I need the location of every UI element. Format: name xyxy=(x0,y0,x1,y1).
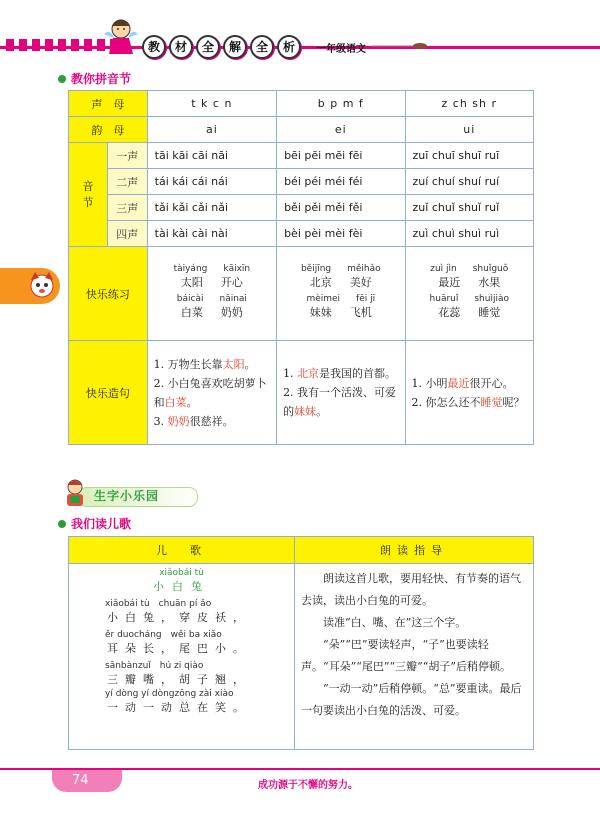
word-pinyin: mèimei xyxy=(306,293,341,304)
syllable-cell: zuì chuì shuì ruì xyxy=(405,221,533,247)
grade-label: 一年级语文 xyxy=(316,44,366,55)
line-hanzi: 小白兔，穿皮袄， xyxy=(107,611,251,624)
word-hanzi: 开心 xyxy=(220,275,243,289)
syllable-cell: béi péi méi féi xyxy=(277,169,405,195)
line-hanzi: 一动一动总在笑。 xyxy=(107,701,251,714)
word-pinyin: kāixīn xyxy=(223,263,251,274)
practice-cell xyxy=(405,247,533,341)
guide-paragraph: “一动一动”后稍停顿。“总”要重读。最后一句要读出小白兔的活泼、可爱。 xyxy=(301,682,522,717)
highlight-word: 太阳 xyxy=(222,357,245,371)
word-hanzi: 白菜 xyxy=(180,305,203,319)
footer-motto: 成功源于不懈的努力。 xyxy=(258,780,358,791)
sentence-text: 3. xyxy=(153,414,168,428)
pen-icon xyxy=(372,42,428,50)
banner-title: 生字小乐园 xyxy=(94,489,160,503)
yunmu-cell: ei xyxy=(277,117,405,143)
yunmu-label: 韵 母 xyxy=(69,117,148,143)
practice-cell xyxy=(277,247,405,341)
sentence-text: 。 xyxy=(316,405,328,418)
guide-cell xyxy=(295,564,534,750)
yunmu-cell: ai xyxy=(147,117,276,143)
table-row xyxy=(69,564,534,750)
sentence-text: 1. 小明 xyxy=(411,376,448,390)
shengmu-cell: b p m f xyxy=(277,91,405,117)
title-char: 教 xyxy=(142,35,166,59)
word-pinyin: nǎinai xyxy=(219,293,247,304)
bullet-icon xyxy=(58,520,66,528)
poem-title: 小白兔 xyxy=(153,580,211,593)
word-hanzi: 睡觉 xyxy=(478,305,501,319)
tone-label: 三声 xyxy=(107,195,147,221)
word-hanzi: 最近 xyxy=(438,275,461,289)
poem-cell xyxy=(69,564,295,750)
child-reading-icon xyxy=(60,478,90,508)
line-hanzi: 耳朵长，尾巴小。 xyxy=(107,642,251,655)
section-title: 我们读儿歌 xyxy=(71,517,132,531)
word-pinyin: tàiyáng xyxy=(173,263,208,274)
shengmu-cell: t k c n xyxy=(147,91,276,117)
cartoon-face-icon xyxy=(28,270,56,300)
word-pinyin: běijīng xyxy=(300,263,332,274)
sentence-cell xyxy=(147,341,276,445)
sentence-text: 2. 小白兔喜欢吃胡萝卜和 xyxy=(153,376,267,409)
section-heading-pinyin xyxy=(58,70,131,87)
title-char: 全 xyxy=(196,35,220,59)
highlight-word: 妹妹 xyxy=(294,405,317,418)
word-pinyin: shuǐguǒ xyxy=(472,263,509,274)
section-heading-poem xyxy=(58,515,131,532)
syllable-cell: zuī chuī shuī ruī xyxy=(405,143,533,169)
sentence-text: 2. 你怎么还不 xyxy=(411,395,481,409)
syllable-cell: tài kài cài nài xyxy=(147,221,276,247)
tone-label: 四声 xyxy=(107,221,147,247)
table-row xyxy=(69,169,534,195)
syllable-cell: běi pěi měi fěi xyxy=(277,195,405,221)
table-row xyxy=(69,143,534,169)
highlight-word: 睡觉 xyxy=(480,395,503,409)
column-header: 朗读指导 xyxy=(295,537,534,564)
practice-cell xyxy=(147,247,276,341)
poem-title-pinyin: xiǎobái tù xyxy=(159,568,204,578)
practice-label: 快乐练习 xyxy=(69,247,148,341)
word-pinyin: shuìjiào xyxy=(474,293,509,304)
tone-label: 二声 xyxy=(107,169,147,195)
sentence-text: 1. 万物生长靠 xyxy=(153,357,223,371)
word-hanzi: 飞机 xyxy=(349,305,372,319)
sentence-text: 很慈祥。 xyxy=(189,414,234,428)
highlight-word: 奶奶 xyxy=(167,414,190,428)
syllable-cell: bèi pèi mèi fèi xyxy=(277,221,405,247)
sentence-cell xyxy=(277,341,405,445)
section-title: 教你拼音节 xyxy=(71,72,132,86)
word-pinyin: báicài xyxy=(176,293,204,304)
yunmu-cell: ui xyxy=(405,117,533,143)
word-hanzi: 北京 xyxy=(309,275,332,289)
page-number: 74 xyxy=(72,773,89,788)
shengmu-cell: z ch sh r xyxy=(405,91,533,117)
word-hanzi: 美好 xyxy=(349,275,372,289)
word-hanzi: 妹妹 xyxy=(309,305,332,319)
highlight-word: 白菜 xyxy=(164,395,187,409)
title-char: 全 xyxy=(250,35,274,59)
line-pinyin: ěr duocháng wěi ba xiǎo xyxy=(105,630,222,640)
line-pinyin: sānbànzuǐ hú zi qiào xyxy=(105,661,204,671)
guide-paragraph: 读准“白、嘴、在”这三个字。 xyxy=(323,616,467,629)
syllable-cell: tǎi kǎi cǎi nǎi xyxy=(147,195,276,221)
table-row xyxy=(69,117,534,143)
word-hanzi: 水果 xyxy=(478,275,501,289)
sentence-text: 呢？ xyxy=(502,395,525,409)
syllable-cell: tái kái cái nái xyxy=(147,169,276,195)
table-row xyxy=(69,341,534,445)
side-tab xyxy=(0,268,60,304)
guide-paragraph: “朵”“巴”要读轻声，“子”也要读轻声。“耳朵”“尾巴”“三瓣”“胡子”后稍停顿。 xyxy=(301,638,512,673)
table-row xyxy=(69,195,534,221)
sentence-text: 。 xyxy=(244,357,256,371)
pinyin-table xyxy=(68,90,534,445)
title-char: 解 xyxy=(223,35,247,59)
word-hanzi: 花蕊 xyxy=(438,305,461,319)
syllable-cell: zuǐ chuǐ shuǐ ruǐ xyxy=(405,195,533,221)
title-char: 析 xyxy=(277,35,301,59)
line-pinyin: xiǎobái tù chuān pí ǎo xyxy=(105,599,212,609)
syllable-cell: zuí chuí shuí ruí xyxy=(405,169,533,195)
sentence-text: 2. 我有一个活泼、可爱的 xyxy=(283,386,397,418)
title-char: 材 xyxy=(169,35,193,59)
shengmu-label: 声 母 xyxy=(69,91,148,117)
table-row xyxy=(69,91,534,117)
fairy-logo-icon xyxy=(100,14,142,56)
sentence-text: 1. xyxy=(283,367,298,380)
highlight-word: 最近 xyxy=(447,376,470,390)
word-pinyin: měihǎo xyxy=(347,263,381,274)
word-hanzi: 奶奶 xyxy=(220,305,243,319)
line-pinyin: yí dòng yí dòngzǒng zài xiào xyxy=(105,689,234,699)
word-pinyin: zuì jìn xyxy=(430,263,457,274)
sentence-label: 快乐造句 xyxy=(69,341,148,445)
sentence-cell xyxy=(405,341,533,445)
bullet-icon xyxy=(58,75,66,83)
table-row xyxy=(69,247,534,341)
column-header: 儿 歌 xyxy=(69,537,295,564)
word-pinyin: huāruǐ xyxy=(429,293,459,304)
sentence-text: 。 xyxy=(186,395,198,409)
yinjie-label: 音节 xyxy=(69,143,108,247)
sentence-text: 是我国的首都。 xyxy=(319,367,397,380)
tone-label: 一声 xyxy=(107,143,147,169)
guide-paragraph: 朗读这首儿歌，要用轻快、有节奏的语气去读，读出小白兔的可爱。 xyxy=(301,572,522,607)
highlight-word: 北京 xyxy=(297,367,320,380)
section-banner xyxy=(60,478,200,508)
word-pinyin: fēi jī xyxy=(356,293,376,304)
word-hanzi: 太阳 xyxy=(180,275,203,289)
syllable-cell: tāi kāi cāi nāi xyxy=(147,143,276,169)
poem-table xyxy=(68,536,534,750)
table-row xyxy=(69,537,534,564)
syllable-cell: bēi pēi mēi fēi xyxy=(277,143,405,169)
line-hanzi: 三瓣嘴，胡子翘， xyxy=(107,673,251,686)
series-title xyxy=(142,35,301,59)
table-row xyxy=(69,221,534,247)
sentence-text: 很开心。 xyxy=(469,376,514,390)
